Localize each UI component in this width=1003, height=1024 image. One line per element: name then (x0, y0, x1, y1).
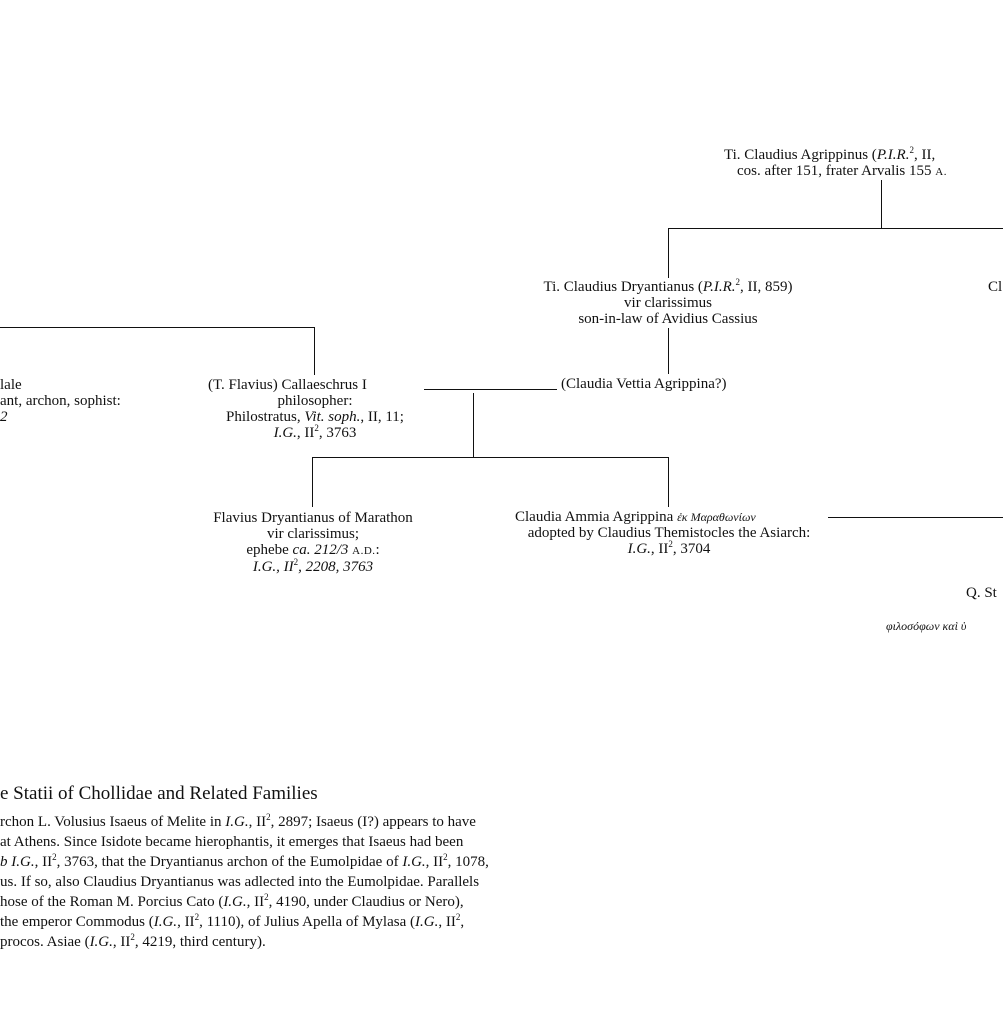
flavius-date: ca. 212/3 (292, 542, 349, 558)
agrippinus-children-bar (668, 228, 1003, 229)
dryantianus-node (505, 279, 831, 327)
footnote-text: , 4190, under Claudius or Nero), (268, 894, 464, 910)
dryantianus-to-vettia-line (668, 328, 669, 374)
superscript: 2 (314, 423, 319, 433)
superscript: 2 (909, 145, 914, 155)
flavius-ig-num: , 2208, 3763 (298, 559, 374, 575)
callaeschrus-source-ref: , II, 11; (360, 409, 404, 425)
partial-left-node (0, 377, 121, 425)
footnote-line (0, 832, 618, 852)
footnote-text: , II (425, 854, 444, 870)
footnote-ig-abbrev: I.G. (223, 894, 247, 910)
footnote-text: , II (248, 814, 267, 830)
children-bar (312, 457, 669, 458)
agrippinus-name: Ti. Claudius Agrippinus ( (724, 147, 877, 163)
marriage-line (424, 389, 557, 390)
footnote-text: , II (438, 914, 456, 930)
superscript: 2 (735, 277, 741, 287)
dryantianus-ref: P.I.R. (702, 279, 736, 295)
superscript: 2 (293, 557, 299, 567)
callaeschrus-node (195, 377, 435, 441)
footnote-line (0, 892, 618, 912)
ammia-name: Claudia Ammia Agrippina (515, 509, 678, 525)
footnote-superscript: 2 (264, 892, 269, 902)
flavius-era: A.D. (352, 545, 376, 557)
callaeschrus-source-title: Vit. soph. (304, 409, 361, 425)
partial-left-line3: 2 (0, 409, 8, 425)
footnote-ig-abbrev: I.G. (415, 914, 439, 930)
dryantianus-name: Ti. Claudius Dryantianus ( (543, 279, 703, 295)
footnote-line (0, 852, 618, 872)
callaeschrus-ig-num: , 3763 (318, 425, 357, 441)
partial-left-line1: lale (0, 377, 22, 393)
ammia-drop-line (668, 457, 669, 507)
footnote-text: b (0, 854, 12, 870)
footnote-superscript: 2 (443, 852, 448, 862)
footnote-text: , (460, 914, 465, 930)
callaeschrus-ig-vol: , II (296, 425, 315, 441)
footnote-text: , 1078, (447, 854, 489, 870)
callaeschrus-ig: I.G. (273, 425, 297, 441)
ammia-adoption: adopted by Claudius Themistocles the Asiarch: (527, 525, 811, 541)
ammia-marriage-line (828, 517, 1003, 518)
callaeschrus-title: philosopher: (277, 393, 353, 409)
footnote-paragraph (0, 812, 618, 952)
ammia-ig: I.G. (627, 541, 651, 557)
footnote-line (0, 812, 618, 832)
footnote-text: , II (246, 894, 265, 910)
ammia-ig-num: , 3704 (672, 541, 711, 557)
ammia-node (488, 509, 850, 557)
ammia-greek: ἐκ Μαραθωνίων (677, 510, 756, 524)
flavius-title: vir clarissimus; (266, 526, 360, 542)
partial-left-line2: ant, archon, sophist: (0, 393, 121, 409)
callaeschrus-source: Philostratus, (226, 409, 305, 425)
footnote-superscript: 2 (455, 912, 461, 922)
ammia-ig-vol: , II (650, 541, 669, 557)
footnote-ig-abbrev: I.G. (153, 914, 178, 930)
marriage-descent-line (473, 393, 474, 457)
footnote-ig-abbrev: I.G. (225, 814, 249, 830)
footnote-text: the emperor Commodus ( (0, 914, 154, 930)
partial-greek-text: φιλοσόφων καὶ ὑ (886, 619, 967, 633)
superscript: 2 (668, 539, 673, 549)
agrippinus-descent-line (881, 180, 882, 228)
footnote-text: , 3763, that the Dryantianus archon of the Eumolpidae of (56, 854, 403, 870)
footnote-text: , 4219, third century). (134, 934, 266, 950)
callaeschrus-drop-line (314, 327, 315, 375)
footnote-line (0, 932, 618, 952)
footnote-superscript: 2 (194, 912, 200, 922)
agrippinus-node (724, 147, 947, 180)
flavius-colon: : (375, 542, 380, 558)
flavius-ig-vol: , II (276, 559, 294, 575)
partial-qs-node: Q. St (966, 585, 997, 601)
footnote-text: procos. Asiae ( (0, 934, 90, 950)
footnote-superscript: 2 (266, 812, 271, 822)
agrippinus-ref: P.I.R. (876, 147, 910, 163)
partial-cl-node: Cl (988, 279, 1003, 295)
flavius-node (180, 510, 446, 575)
footnote-ig-abbrev: I.G. (11, 854, 35, 870)
vettia-node: (Claudia Vettia Agrippina?) (561, 376, 727, 392)
footnote-text: , II (112, 934, 131, 950)
footnote-text: , II (177, 914, 195, 930)
flavius-ig: I.G. (252, 559, 277, 575)
footnote-text: us. If so, also Claudius Dryantianus was adlected into the Eumolpidae. Parallels (0, 874, 480, 890)
footnote-ig-abbrev: I.G. (89, 934, 113, 950)
footnote-text: hose of the Roman M. Porcius Cato ( (0, 894, 224, 910)
footnote-text: , 2897; Isaeus (I?) appears to have (270, 814, 476, 830)
dryantianus-ref-rest: , II, 859) (740, 279, 793, 295)
dryantianus-drop-line (668, 228, 669, 278)
footnote-text: , II (34, 854, 53, 870)
left-branch-bar (0, 327, 315, 328)
footnote-text: at Athens. Since Isidote became hierophantis, it emerges that Isaeus had been (0, 834, 464, 850)
footnote-superscript: 2 (130, 932, 135, 942)
footnote-line (0, 912, 618, 932)
callaeschrus-name: (T. Flavius) Callaeschrus I (208, 377, 367, 393)
footnote-superscript: 2 (52, 852, 57, 862)
footnote-text: rchon L. Volusius Isaeus of Melite in (0, 814, 226, 830)
agrippinus-era: A. (935, 166, 947, 178)
footnote-line (0, 872, 618, 892)
footnote-ig-abbrev: I.G. (402, 854, 426, 870)
agrippinus-office: cos. after 151, frater Arvalis 155 (737, 163, 936, 179)
dryantianus-title: vir clarissimus (624, 295, 712, 311)
flavius-ephebe: ephebe (246, 542, 293, 558)
footnote-text: , 1110), of Julius Apella of Mylasa ( (199, 914, 416, 930)
flavius-name: Flavius Dryantianus of Marathon (213, 510, 413, 526)
agrippinus-ref-rest: , II, (913, 147, 936, 163)
dryantianus-relation: son-in-law of Avidius Cassius (578, 311, 758, 327)
flavius-drop-line (312, 457, 313, 507)
footnote-heading: e Statii of Chollidae and Related Families (0, 783, 318, 804)
